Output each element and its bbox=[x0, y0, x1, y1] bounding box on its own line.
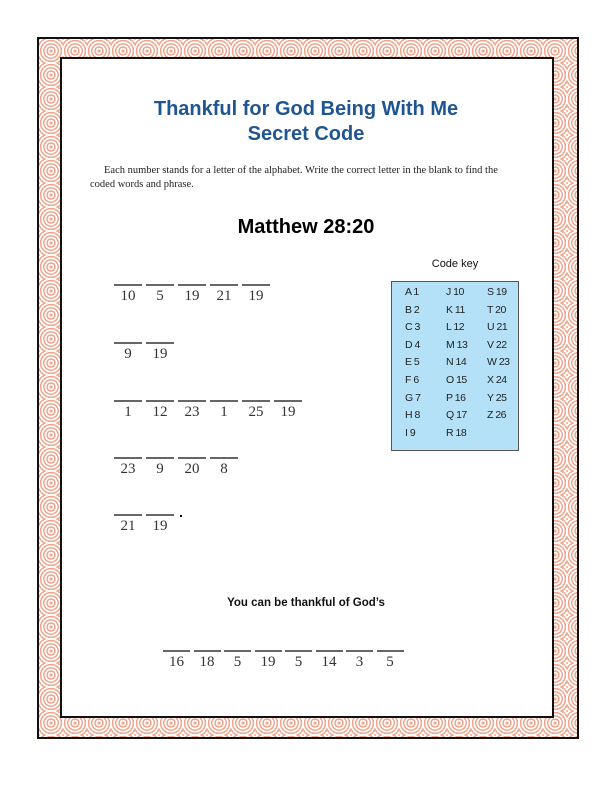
letter-blank[interactable] bbox=[194, 650, 221, 671]
blank-line[interactable] bbox=[114, 284, 142, 286]
code-key-entry: Z 26 bbox=[487, 409, 507, 422]
blank-line[interactable] bbox=[242, 400, 270, 402]
blank-line[interactable] bbox=[210, 284, 238, 286]
coded-word bbox=[114, 457, 242, 478]
code-number: 19 bbox=[184, 288, 200, 304]
code-key-box bbox=[391, 281, 519, 451]
code-key-entry: M 13 bbox=[446, 338, 468, 351]
blank-line[interactable] bbox=[178, 284, 206, 286]
code-key-entry: P 16 bbox=[446, 391, 466, 404]
code-key-entry: O 15 bbox=[446, 373, 467, 386]
code-key-entry: K 11 bbox=[446, 303, 465, 316]
code-key-entry: I 9 bbox=[405, 426, 416, 439]
code-key-entry: R 18 bbox=[446, 426, 467, 439]
code-number: 5 bbox=[294, 654, 303, 670]
code-number: 14 bbox=[321, 654, 337, 670]
blank-line[interactable] bbox=[224, 650, 251, 652]
blank-line[interactable] bbox=[377, 650, 404, 652]
code-number: 21 bbox=[120, 518, 136, 534]
code-number: 25 bbox=[248, 404, 264, 420]
code-key-entry: V 22 bbox=[487, 338, 507, 351]
instructions: Each number stands for a letter of the alphabet. Write the correct letter in the blank to find the coded words and phrase. bbox=[90, 165, 498, 190]
blank-line[interactable] bbox=[146, 514, 174, 516]
code-number: 1 bbox=[124, 404, 132, 420]
letter-blank[interactable] bbox=[242, 284, 270, 305]
code-key-entry: F 6 bbox=[405, 373, 419, 386]
letter-blank[interactable] bbox=[210, 457, 238, 478]
blank-line[interactable] bbox=[146, 400, 174, 402]
letter-blank[interactable] bbox=[146, 400, 174, 421]
coded-word bbox=[114, 514, 178, 535]
letter-blank[interactable] bbox=[316, 650, 343, 671]
letter-blank[interactable] bbox=[114, 514, 142, 535]
letter-blank[interactable] bbox=[224, 650, 251, 671]
letter-blank[interactable] bbox=[285, 650, 312, 671]
coded-word bbox=[114, 284, 274, 305]
code-key-entry: A 1 bbox=[405, 286, 419, 298]
code-key-entry: H 8 bbox=[405, 409, 420, 422]
code-key-entry: Q 17 bbox=[446, 409, 467, 422]
blank-line[interactable] bbox=[255, 650, 282, 652]
closing-phrase: You can be thankful of God’s bbox=[227, 597, 385, 609]
code-number: 18 bbox=[199, 654, 215, 670]
code-key-column bbox=[487, 284, 510, 425]
blank-line[interactable] bbox=[194, 650, 221, 652]
blank-line[interactable] bbox=[210, 400, 238, 402]
blank-line[interactable] bbox=[146, 284, 174, 286]
blank-line[interactable] bbox=[242, 284, 270, 286]
blank-line[interactable] bbox=[146, 457, 174, 459]
code-number: 1 bbox=[220, 404, 228, 420]
letter-blank[interactable] bbox=[377, 650, 404, 671]
letter-blank[interactable] bbox=[146, 457, 174, 478]
code-number: 3 bbox=[355, 654, 364, 670]
code-number: 12 bbox=[152, 404, 168, 420]
blank-line[interactable] bbox=[316, 650, 343, 652]
end-period: . bbox=[179, 504, 183, 520]
code-number: 8 bbox=[220, 461, 228, 477]
title-line1: Thankful for God Being With Me bbox=[153, 98, 459, 120]
blank-line[interactable] bbox=[274, 400, 302, 402]
letter-blank[interactable] bbox=[178, 284, 206, 305]
coded-word bbox=[114, 342, 178, 363]
blank-line[interactable] bbox=[285, 650, 312, 652]
code-key-entry: G 7 bbox=[405, 391, 421, 404]
code-key-column bbox=[446, 284, 467, 442]
code-key-entry: D 4 bbox=[405, 338, 420, 351]
code-key-column bbox=[405, 284, 420, 442]
letter-blank[interactable] bbox=[255, 650, 282, 671]
code-number: 20 bbox=[184, 461, 200, 477]
code-number: 16 bbox=[169, 654, 184, 670]
letter-blank[interactable] bbox=[114, 342, 142, 363]
code-number: 21 bbox=[216, 288, 232, 304]
letter-blank[interactable] bbox=[346, 650, 373, 671]
blank-line[interactable] bbox=[163, 650, 190, 652]
blank-line[interactable] bbox=[346, 650, 373, 652]
letter-blank[interactable] bbox=[146, 284, 174, 305]
letter-blank[interactable] bbox=[114, 457, 142, 478]
code-number: 9 bbox=[156, 461, 164, 477]
code-number: 19 bbox=[152, 518, 168, 534]
letter-blank[interactable] bbox=[146, 342, 174, 363]
code-key-entry: T 20 bbox=[487, 303, 506, 316]
code-number: 5 bbox=[233, 654, 242, 670]
code-key-entry: W 23 bbox=[487, 356, 510, 369]
code-key-entry: U 21 bbox=[487, 321, 508, 334]
coded-word bbox=[114, 400, 306, 421]
blank-line[interactable] bbox=[178, 400, 206, 402]
code-number: 19 bbox=[152, 346, 168, 362]
code-number: 23 bbox=[184, 404, 200, 420]
letter-blank[interactable] bbox=[274, 400, 302, 421]
blank-line[interactable] bbox=[114, 342, 142, 344]
code-key-entry: J 10 bbox=[446, 286, 464, 298]
code-number: 5 bbox=[156, 288, 164, 304]
code-key-entry: C 3 bbox=[405, 321, 420, 334]
blank-line[interactable] bbox=[114, 457, 142, 459]
letter-blank[interactable] bbox=[178, 457, 206, 478]
code-key-entry: S 19 bbox=[487, 286, 507, 298]
blank-line[interactable] bbox=[178, 457, 206, 459]
letter-blank[interactable] bbox=[210, 400, 238, 421]
final-word bbox=[163, 650, 407, 671]
blank-line[interactable] bbox=[146, 342, 174, 344]
code-number: 10 bbox=[120, 288, 136, 304]
code-key-label: Code key bbox=[431, 258, 479, 270]
code-key-entry: B 2 bbox=[405, 303, 420, 316]
verse-reference: Matthew 28:20 bbox=[237, 216, 375, 238]
code-number: 19 bbox=[248, 288, 264, 304]
code-key-entry: N 14 bbox=[446, 356, 467, 369]
letter-blank[interactable] bbox=[210, 284, 238, 305]
letter-blank[interactable] bbox=[163, 650, 190, 671]
blank-line[interactable] bbox=[114, 400, 142, 402]
letter-blank[interactable] bbox=[242, 400, 270, 421]
code-key-entry: Y 25 bbox=[487, 391, 507, 404]
blank-line[interactable] bbox=[210, 457, 238, 459]
letter-blank[interactable] bbox=[114, 284, 142, 305]
blank-line[interactable] bbox=[114, 514, 142, 516]
title-line2: Secret Code bbox=[247, 123, 365, 145]
code-number: 23 bbox=[120, 461, 136, 477]
code-number: 19 bbox=[280, 404, 296, 420]
code-key-entry: X 24 bbox=[487, 373, 507, 386]
code-key-entry: E 5 bbox=[405, 356, 420, 369]
letter-blank[interactable] bbox=[146, 514, 174, 535]
code-number: 19 bbox=[260, 654, 276, 670]
letter-blank[interactable] bbox=[178, 400, 206, 421]
letter-blank[interactable] bbox=[114, 400, 142, 421]
code-number: 9 bbox=[124, 346, 132, 362]
code-number: 5 bbox=[386, 654, 394, 670]
code-key-entry: L 12 bbox=[446, 321, 465, 334]
